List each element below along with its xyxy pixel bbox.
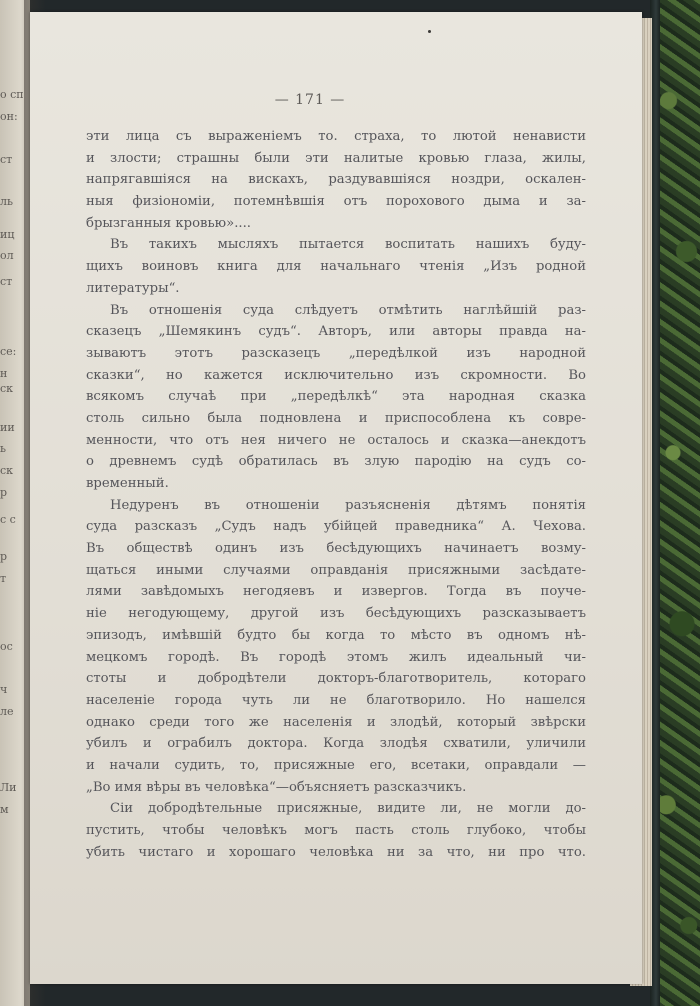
left-page-fragment: т [0,572,7,585]
marbled-cover [655,0,700,1006]
text-line: эти лица съ выраженіемъ то. страха, то лютой ненависти [86,129,586,144]
text-line: убить чистаго и хорошаго человѣка ни за что, ни про что. [86,844,586,860]
left-page-fragment: ос [0,640,13,653]
text-line: стоты и добродѣтели докторъ-благотворитель, котораго [86,671,586,687]
left-page-fragment: ль [0,195,13,208]
left-page-fragment: с с [0,513,16,526]
book-page [30,12,642,984]
text-line: Недуренъ въ отношеніи разъясненія дѣтямъ понятія [110,497,586,513]
text-line: лями завѣдомыхъ негодяевъ и извергов. Тогда въ поуче- [86,584,586,600]
left-page-fragment: он: [0,110,18,123]
text-line: мецкомъ городѣ. Въ городѣ этомъ жилъ идеальный чи- [86,649,586,665]
text-line: эпизодъ, имѣвшій будто бы когда то мѣсто въ одномъ нѣ- [86,627,586,643]
text-line: всякомъ случаѣ при „передѣлкѣ“ эта народная сказка [86,389,586,405]
text-line: Въ отношенія суда слѣдуетъ отмѣтить наглѣйшій раз- [110,302,586,318]
left-page-fragment: Ли [0,781,17,794]
text-line: Въ такихъ мысляхъ пытается воспитать нашихъ буду- [110,237,586,253]
left-page-fragment: ле [0,705,14,718]
text-line: „Во имя вѣры въ человѣка“—объясняетъ разсказчикъ. [86,779,467,795]
left-page-fragment: ст [0,275,13,288]
text-line: Въ обществѣ одинъ изъ бесѣдующихъ начинаетъ возму- [86,541,586,557]
text-line: сказки“, но кажется исключительно изъ скромности. Во [86,367,586,383]
text-line: населеніе города чуть ли не благотворило. Но нашелся [86,692,586,708]
page-text [86,126,586,863]
text-line: напрягавшіяся на вискахъ, раздувавшіяся ноздри, оскален- [86,172,586,188]
text-line: ныя физіономіи, потемнѣвшія отъ порохового дыма и за- [86,194,586,210]
text-line: зываютъ этотъ разсказецъ „передѣлкой изъ народной [86,345,586,361]
left-page-fragment: ь [0,442,6,455]
text-line: литературы“. [86,280,180,296]
text-line: менности, что отъ нея ничего не осталось и сказка—анекдотъ [86,432,586,448]
text-line: щихъ воиновъ книга для начальнаго чтенія „Изъ родной [86,259,586,275]
page-number: — 171 — [274,92,346,108]
text-line: брызганныя кровью».... [86,215,251,231]
left-page-fragment: н [0,367,8,380]
left-page-fragment: ч [0,683,8,696]
left-page-fragment: р [0,550,8,563]
left-page-fragment: иц [0,228,15,241]
text-line: о древнемъ судѣ обратилась въ злую пародію на судъ со- [86,454,586,470]
text-line: столь сильно была подновлена и приспособлена къ совре- [86,410,586,426]
text-line: убилъ и ограбилъ доктора. Когда злодѣя схватили, уличили [86,736,586,752]
left-page-fragment: ол [0,249,14,262]
text-line: сказецъ „Шемякинъ судъ“. Авторъ, или авторы правда на- [86,324,586,340]
left-page-fragment: ст [0,153,13,166]
left-page-fragment: ии [0,421,15,434]
left-page-fragment: ск [0,382,14,395]
left-page-fragment: о сп [0,88,24,101]
text-line: ніе негодующему, другой изъ бесѣдующихъ разсказываетъ [86,606,586,622]
left-page-fragment: р [0,486,8,499]
text-line: суда разсказъ „Судъ надъ убійцей праведника“ А. Чехова. [86,519,586,535]
text-line: однако среди того же населенія и злодѣй, который звѣрски [86,714,586,730]
left-page-fragment: се: [0,345,17,358]
left-page-fragment: ск [0,464,14,477]
text-line: и начали судить, то, присяжные его, всетаки, оправдали — [86,757,586,773]
text-line: щаться иными случаями оправданія присяжными засѣдате- [86,562,586,578]
text-line: пустить, чтобы человѣкъ могъ пасть столь глубоко, чтобы [86,823,586,838]
dust-speck [428,30,431,33]
text-line: временный. [86,476,169,491]
text-line: Сіи добродѣтельные присяжные, видите ли, не могли до- [110,801,586,817]
text-line: и злости; страшны были эти налитые кровью глаза, жилы, [86,150,586,166]
left-page-fragment: м [0,803,9,816]
